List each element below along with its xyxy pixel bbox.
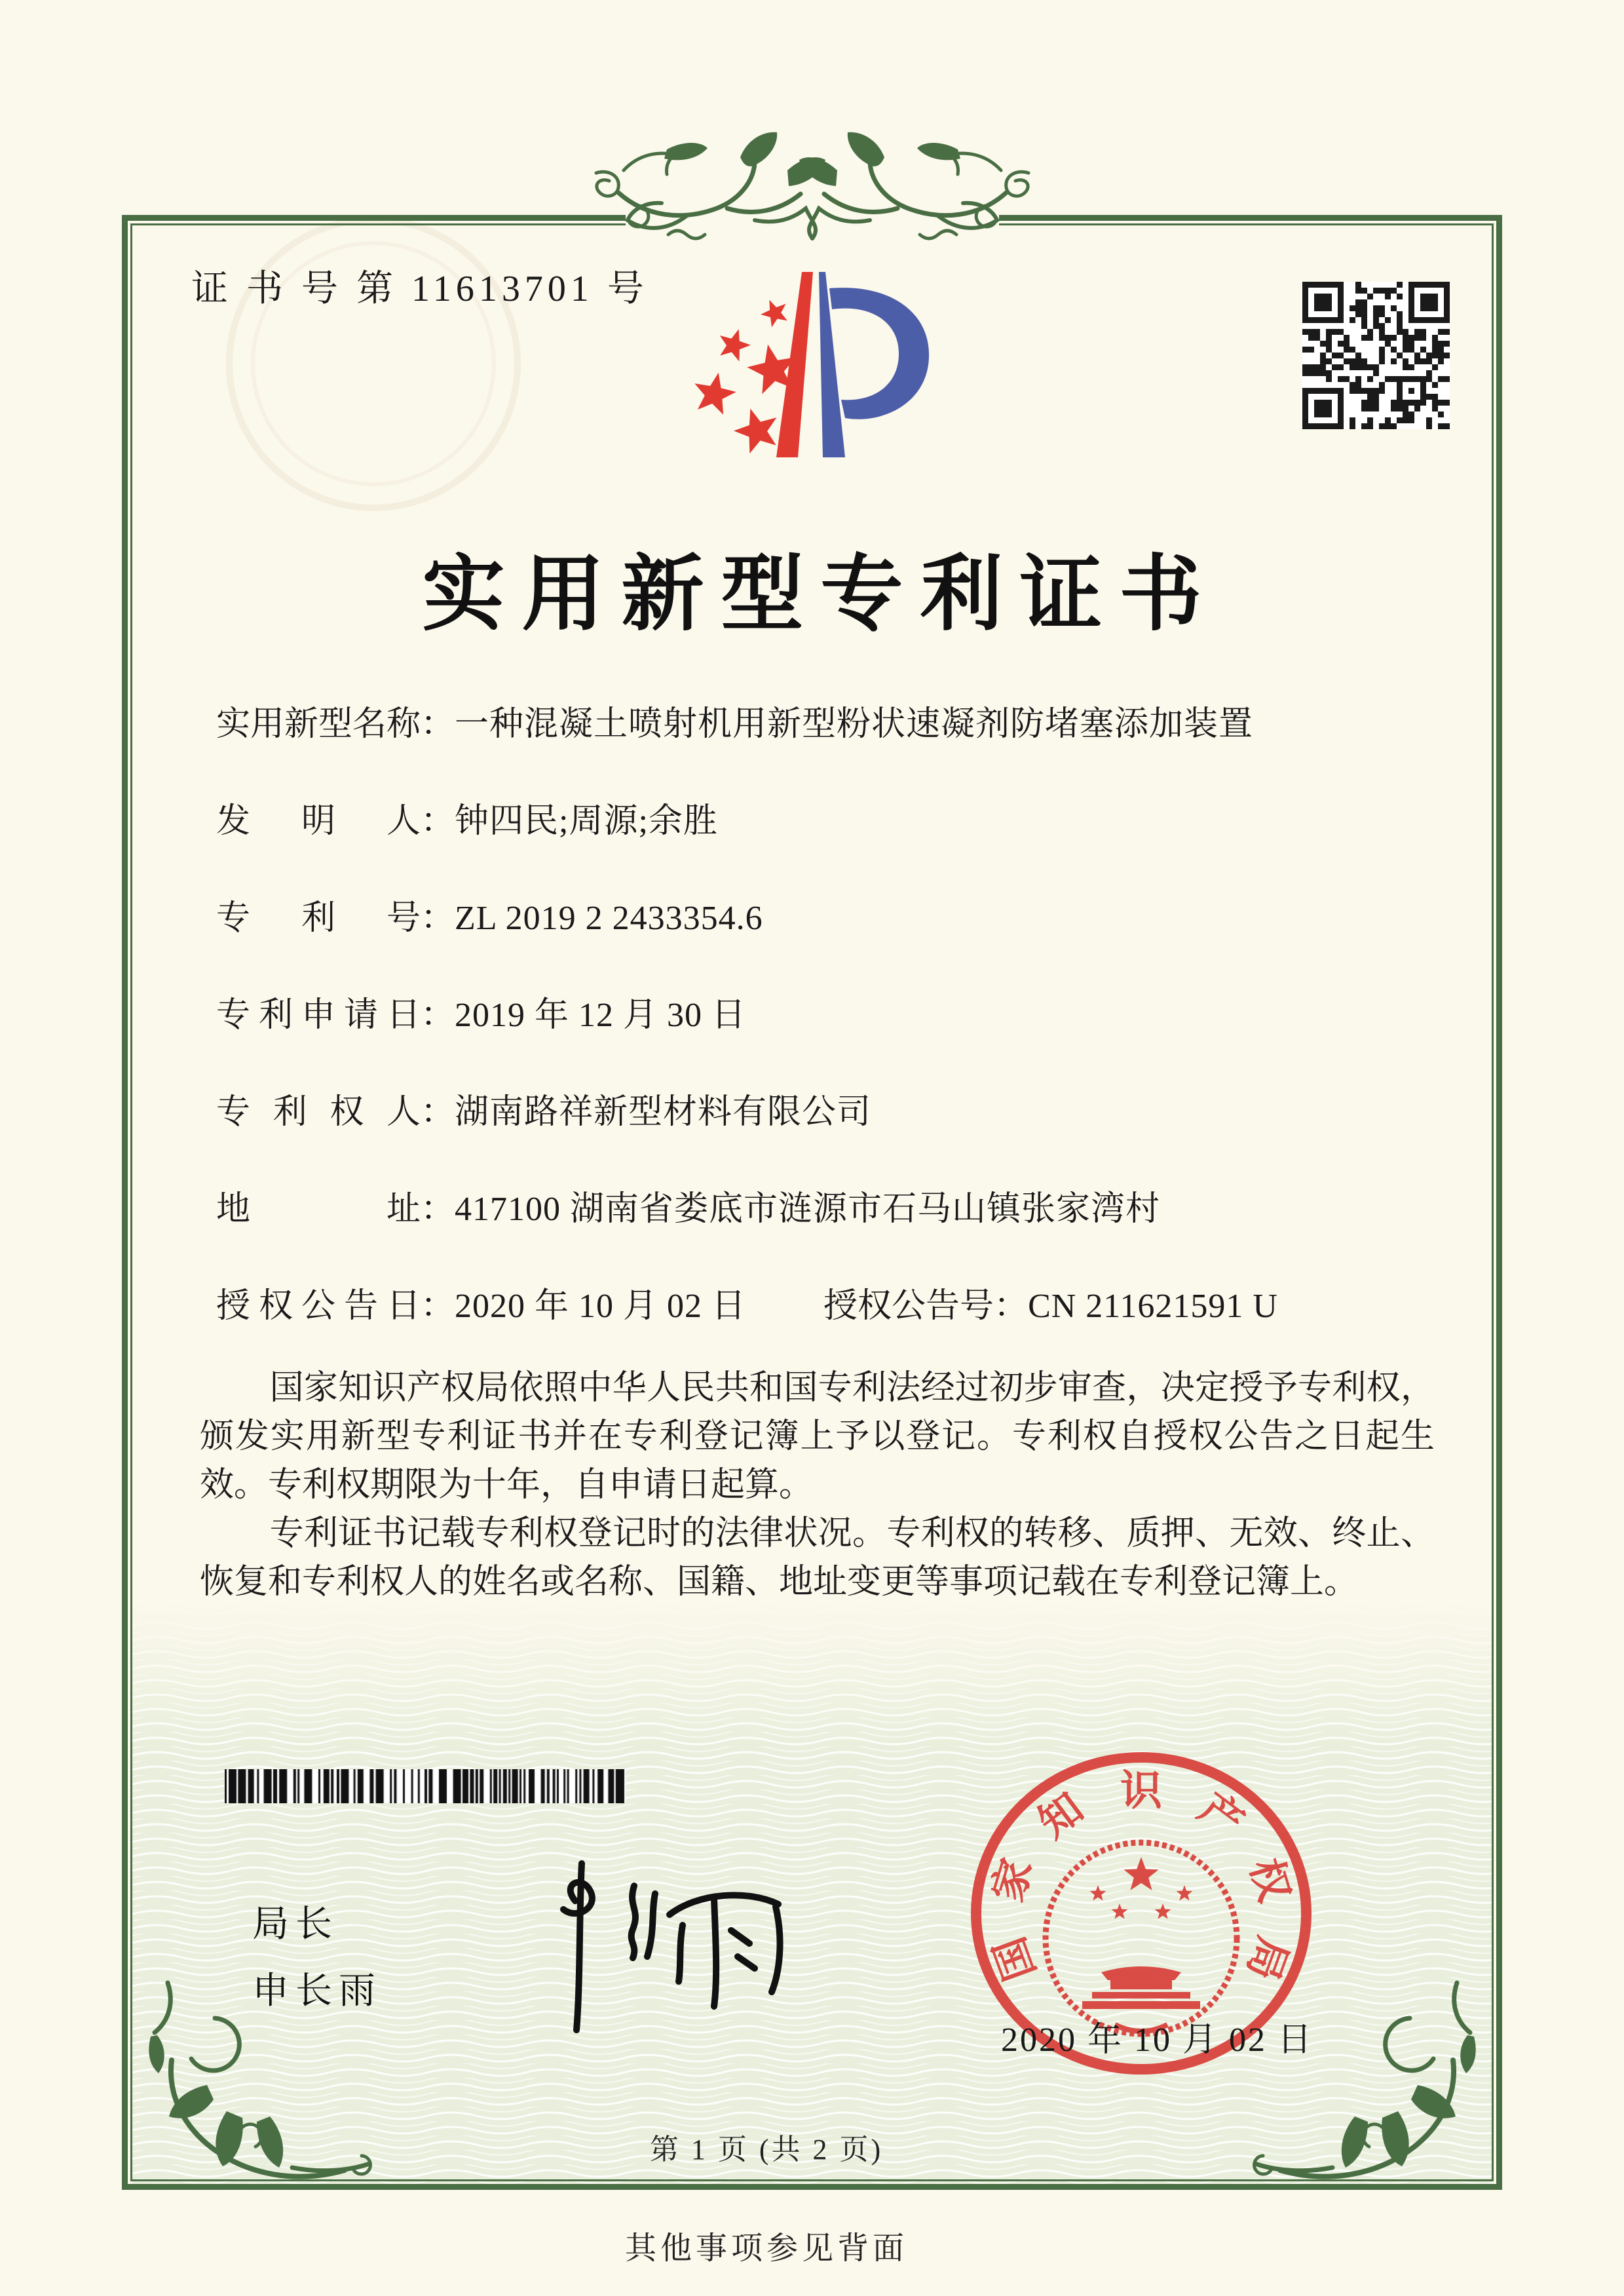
field-label: 实用新型名称 bbox=[216, 706, 421, 743]
field-row bbox=[216, 900, 1454, 937]
svg-text:产: 产 bbox=[1190, 1784, 1253, 1847]
certificate-number: 证 书 号 第 11613701 号 bbox=[191, 269, 649, 309]
field-label: 专利申请日 bbox=[216, 997, 421, 1034]
field-label: 地址 bbox=[216, 1191, 421, 1228]
legal-paragraph-1: 国家知识产权局依照中华人民共和国专利法经过初步审查，决定授予专利权，颁发实用新型专利证书并在专利登记簿上予以登记。专利权自授权公告之日起生效。专利权期限为十年，自申请日起算。 bbox=[200, 1369, 1435, 1504]
seal-date: 2020 年 10 月 02 日 bbox=[1001, 2021, 1314, 2059]
back-note: 其他事项参见背面 bbox=[624, 2231, 908, 2266]
legal-paragraph-2: 专利证书记载专利权登记时的法律状况。专利权的转移、质押、无效、终止、恢复和专利权人的姓名或名称、国籍、地址变更等事项记载在专利登记簿上。 bbox=[200, 1515, 1435, 1601]
field-label: 授权公告日 bbox=[216, 1288, 421, 1325]
field-value: 2019 年 12 月 30 日 bbox=[455, 997, 747, 1034]
field-value: CN 211621591 U bbox=[1028, 1288, 1278, 1325]
field-colon: ： bbox=[421, 1191, 455, 1228]
field-value: 钟四民;周源;余胜 bbox=[455, 803, 718, 840]
field-value: 417100 湖南省娄底市涟源市石马山镇张家湾村 bbox=[455, 1191, 1161, 1228]
cnipa-logo bbox=[673, 249, 951, 465]
field-value: 湖南路祥新型材料有限公司 bbox=[455, 1094, 872, 1131]
field-list bbox=[216, 706, 1454, 1385]
field-colon: ： bbox=[421, 1288, 455, 1325]
field-label: 专利号 bbox=[216, 900, 421, 937]
field-colon: ： bbox=[421, 803, 455, 840]
field-row bbox=[216, 1288, 1454, 1325]
page-number: 第 1 页 (共 2 页) bbox=[649, 2133, 884, 2166]
field-colon: ： bbox=[994, 1288, 1029, 1325]
field-row bbox=[216, 1094, 1454, 1131]
field-value: 2020 年 10 月 02 日 bbox=[455, 1288, 747, 1325]
field-row bbox=[216, 1191, 1454, 1228]
field-label: 专利权人 bbox=[216, 1094, 421, 1131]
svg-text:国: 国 bbox=[986, 1931, 1044, 1987]
qr-code bbox=[1302, 282, 1450, 429]
field-row bbox=[216, 803, 1454, 840]
commissioner-name: 申长雨 bbox=[252, 1971, 382, 2012]
field-value: ZL 2019 2 2433354.6 bbox=[455, 900, 763, 937]
commissioner-title: 局长 bbox=[252, 1904, 339, 1945]
field-colon: ： bbox=[421, 997, 455, 1034]
svg-text:家: 家 bbox=[984, 1853, 1041, 1907]
svg-text:识: 识 bbox=[1120, 1767, 1162, 1814]
field-label: 授权公告号 bbox=[823, 1288, 994, 1325]
legal-paragraphs bbox=[200, 1364, 1435, 1607]
field-label: 发明人 bbox=[216, 803, 421, 840]
svg-text:权: 权 bbox=[1241, 1853, 1298, 1907]
svg-text:局: 局 bbox=[1238, 1931, 1296, 1987]
commissioner-signature bbox=[498, 1852, 799, 2042]
field-value: 一种混凝土喷射机用新型粉状速凝剂防堵塞添加装置 bbox=[455, 706, 1254, 743]
field-colon: ： bbox=[421, 706, 455, 743]
barcode bbox=[225, 1769, 626, 1803]
svg-text:知: 知 bbox=[1030, 1784, 1092, 1847]
field-colon: ： bbox=[421, 1094, 455, 1131]
certificate-title: 实用新型专利证书 bbox=[422, 550, 1219, 641]
field-row bbox=[216, 706, 1454, 743]
field-colon: ： bbox=[421, 900, 455, 937]
field-row bbox=[216, 997, 1454, 1034]
